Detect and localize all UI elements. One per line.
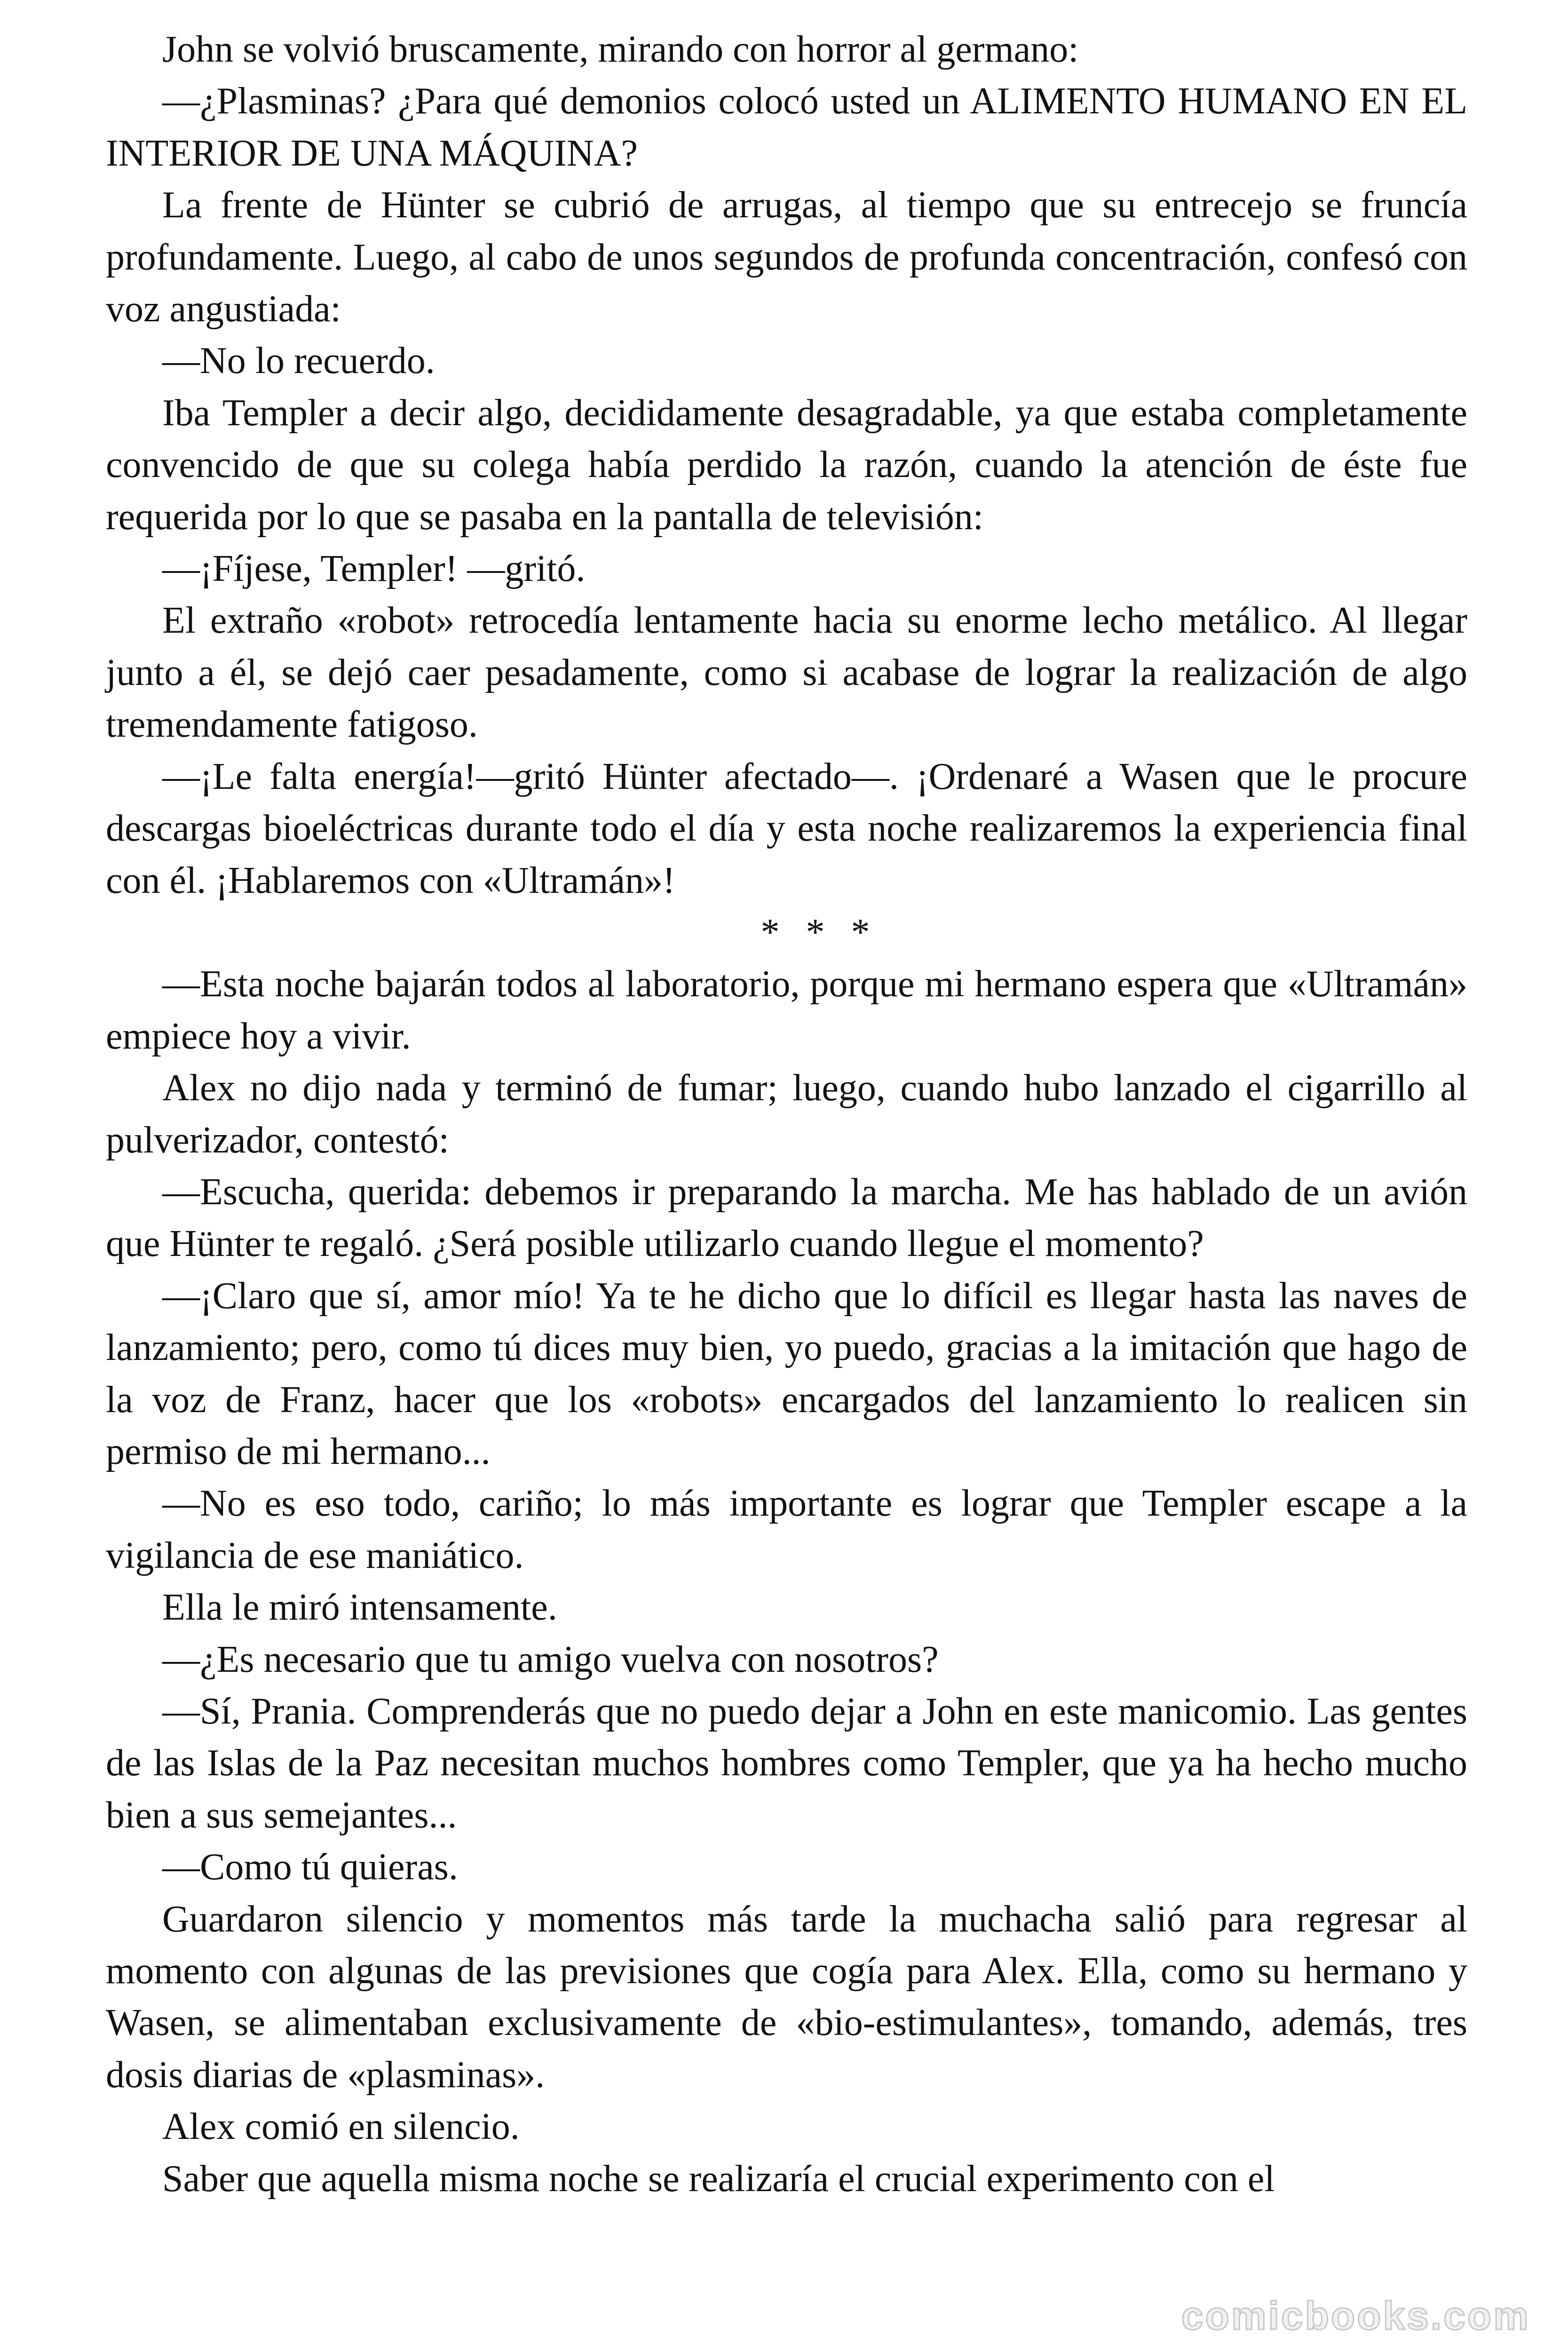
paragraph: John se volvió bruscamente, mirando con horror al germano:: [162, 29, 1079, 70]
paragraph: Ella le miró intensamente.: [162, 1587, 557, 1629]
paragraph: —Esta noche bajarán todos al laboratorio, porque mi hermano espera que «Ultramán» empiece hoy a vivir.: [106, 963, 1467, 1057]
section-separator: * * *: [760, 911, 879, 953]
book-page: [106, 24, 1467, 2205]
paragraph: Guardaron silencio y momentos más tarde la muchacha salió para regresar al momento con algunas de las previsiones que cogía para Alex. Ella, como su hermano y Wasen, se alimentaban exclusivamente de «bio-estimulantes», tomando, además, tres dosis diarias de «plasminas».: [106, 1898, 1467, 2096]
paragraph: El extraño «robot» retrocedía lentamente hacia su enorme lecho metálico. Al llegar junto a él, se dejó caer pesadamente, como si acabase de lograr la realización de algo tremendamente fatigoso.: [106, 600, 1467, 746]
watermark: comicbooks.com: [1181, 2294, 1530, 2338]
paragraph: —Escucha, querida: debemos ir preparando la marcha. Me has hablado de un avión que Hünter te regaló. ¿Será posible utilizarlo cuando llegue el momento?: [106, 1171, 1467, 1265]
paragraph: —¡Le falta energía!—gritó Hünter afectado—. ¡Ordenaré a Wasen que le procure descargas bioeléctricas durante todo el día y esta noche realizaremos la experiencia final con él. ¡Hablaremos con «Ultramán»!: [106, 755, 1467, 901]
paragraph: La frente de Hünter se cubrió de arrugas, al tiempo que su entrecejo se fruncía profundamente. Luego, al cabo de unos segundos de profunda concentración, confesó con voz angustiada:: [106, 184, 1467, 330]
paragraph: —Como tú quieras.: [162, 1846, 458, 1888]
paragraph: Alex comió en silencio.: [162, 2106, 520, 2148]
paragraph: —¡Claro que sí, amor mío! Ya te he dicho que lo difícil es llegar hasta las naves de lanzamiento; pero, como tú dices muy bien, yo puedo, gracias a la imitación que hago de la voz de Franz, hacer que los «robots» encargados del lanzamiento lo realicen sin permiso de mi hermano...: [106, 1275, 1467, 1472]
paragraph: —¡Fíjese, Templer! —gritó.: [162, 548, 586, 590]
paragraph: —Sí, Prania. Comprenderás que no puedo dejar a John en este manicomio. Las gentes de las Islas de la Paz necesitan muchos hombres como Templer, que ya ha hecho mucho bien a sus semejantes...: [106, 1691, 1467, 1836]
paragraph: Iba Templer a decir algo, decididamente desagradable, ya que estaba completamente convencido de que su colega había perdido la razón, cuando la atención de éste fue requerida por lo que se pasaba en la pantalla de televisión:: [106, 392, 1467, 538]
paragraph: —¿Es necesario que tu amigo vuelva con nosotros?: [162, 1638, 939, 1680]
paragraph: —¿Plasminas? ¿Para qué demonios colocó usted un ALIMENTO HUMANO EN EL INTERIOR DE UNA MÁQUINA?: [106, 80, 1467, 174]
paragraph-last-line: Saber que aquella misma noche se realizaría el crucial experimento con el: [162, 2158, 1275, 2200]
paragraph: Alex no dijo nada y terminó de fumar; luego, cuando hubo lanzado el cigarrillo al pulverizador, contestó:: [106, 1067, 1467, 1161]
paragraph: —No lo recuerdo.: [162, 340, 435, 382]
paragraph: —No es eso todo, cariño; lo más importante es lograr que Templer escape a la vigilancia de ese maniático.: [106, 1483, 1467, 1576]
